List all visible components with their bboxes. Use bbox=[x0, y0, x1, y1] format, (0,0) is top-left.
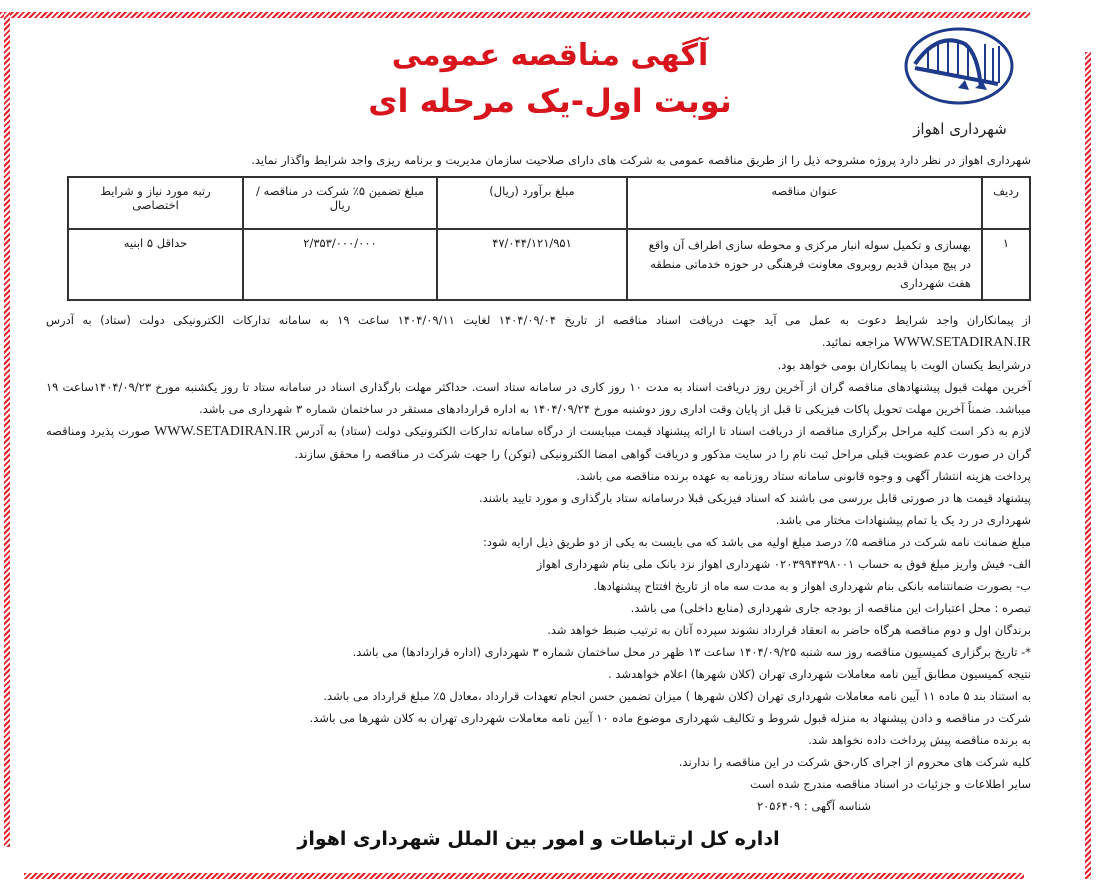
table-row bbox=[68, 229, 1030, 300]
col-guarantee: مبلغ تضمین ۵٪ شرکت در مناقصه /ریال bbox=[243, 177, 437, 229]
col-grade: رتبه مورد نیاز و شرایط اختصاصی bbox=[68, 177, 243, 229]
paragraph-text: از پیمانکاران واجد شرایط دعوت به عمل می آید جهت دریافت اسناد مناقصه از تاریخ ۱۴۰۴/۰۹/۰۴ لغایت ۱۴۰۴/۰۹/۱۱ ساعت ۱۹ به سامانه تدارکات الکترونیکی دولت (ستاد) به آدرس bbox=[46, 313, 1031, 327]
paragraph: نتیجه کمیسیون مطابق آیین نامه معاملات شهرداری تهران (کلان شهرها) اعلام خواهدشد . bbox=[608, 667, 1031, 681]
setad-link[interactable]: WWW.SETADIRAN.IR bbox=[893, 335, 1031, 350]
cell-grade: حداقل ۵ ابنیه bbox=[68, 229, 243, 300]
paragraph: ب- بصورت ضمانتنامه بانکی بنام شهرداری اهواز و به مدت سه ماه از تاریخ افتتاح پیشنهادها. bbox=[593, 579, 1031, 593]
notice-content bbox=[46, 0, 1031, 887]
decorative-border-right bbox=[1085, 52, 1091, 879]
paragraph-text: صورت پذیرد ومناقصه گران در صورت عدم عضویت قبلی مراحل ثبت نام را در سایت مذکور و دریافت گواهی امضا الکترونیکی (توکن) را جهت شرکت در مناقصه را محقق سازند. bbox=[46, 424, 1031, 461]
cell-row-number: ۱ bbox=[982, 229, 1030, 300]
footer-signature: اداره کل ارتباطات و امور بین الملل شهرداری اهواز bbox=[297, 828, 780, 850]
paragraph: درشرایط یکسان الویت با پیمانکاران بومی خواهد بود. bbox=[777, 358, 1031, 372]
paragraph-setad-process bbox=[46, 420, 1031, 465]
cell-guarantee: ۲/۳۵۳/۰۰۰/۰۰۰ bbox=[243, 229, 437, 300]
paragraph-document-receipt bbox=[46, 309, 1031, 354]
paragraph: مبلغ ضمانت نامه شرکت در مناقصه ۵٪ درصد مبلغ اولیه می باشد که می بایست به یکی از دو طریق ذیل ارایه شود: bbox=[483, 535, 1031, 549]
paragraph: برندگان اول و دوم مناقصه هرگاه حاضر به انعقاد قرارداد نشوند سپرده آنان به ترتیب ضبط خواهد شد. bbox=[547, 623, 1031, 637]
col-tender-title: عنوان مناقصه bbox=[627, 177, 982, 229]
paragraph: تبصره : محل اعتبارات این مناقصه از بودجه جاری شهرداری (منابع داخلی) می باشد. bbox=[630, 601, 1031, 615]
intro-text: شهرداری اهواز در نظر دارد پروژه مشروحه ذیل را از طریق مناقصه عمومی به شرکت های دارای صلاحیت سازمان مدیریت و برنامه ریزی واجد شرایط واگذار نماید. bbox=[251, 153, 1031, 167]
paragraph: آخرین مهلت قبول پیشنهادهای مناقصه گران از آخرین روز دریافت اسناد به مدت ۱۰ روز کاری در سامانه ستاد است. حداکثر مهلت بارگذاری اسناد در سامانه ستاد تا روز یکشنبه مورخ ۱۴۰۴/۰۹/۲۳ساعت ۱۹ میباشد. ضمناً آخرین مهلت تحویل پاکات فیزیکی تا قبل از پایان وقت اداری روز دوشنبه مورخ ۱۴۰۴/۰۹/۲۴ به اداره قراردادهای مستقر در ساختمان شماره ۳ شهرداری می باشد. bbox=[46, 380, 1032, 416]
paragraph: به برنده مناقصه پیش پرداخت داده نخواهد شد. bbox=[808, 733, 1031, 747]
paragraph: پرداخت هزینه انتشار آگهی و وجوه قانونی سامانه ستاد روزنامه به عهده برنده مناقصه می باشد. bbox=[576, 469, 1031, 483]
col-row-number: ردیف bbox=[982, 177, 1030, 229]
paragraph: به استناد بند ۵ ماده ۱۱ آیین نامه معاملات شهرداری تهران (کلان شهرها ) میزان تضمین حسن انجام تعهدات قرارداد ،معادل ۵٪ مبلغ قرارداد می باشد. bbox=[323, 689, 1031, 703]
cell-tender-title: بهسازی و تکمیل سوله انبار مرکزی و محوطه سازی اطراف آن واقع در پیچ میدان قدیم روبروی معاونت فرهنگی در حوزه خدماتی منطقه هفت شهرداری bbox=[627, 229, 982, 300]
table-header-row bbox=[68, 177, 1030, 229]
notice-subtitle: نوبت اول-یک مرحله ای bbox=[368, 82, 732, 120]
col-estimate: مبلغ برآورد (ریال) bbox=[437, 177, 627, 229]
paragraph: پیشنهاد قیمت ها در صورتی قابل بررسی می باشند که اسناد فیزیکی قبلا درسامانه ستاد بارگذاری و مورد تایید باشند. bbox=[479, 491, 1031, 505]
paragraph: سایر اطلاعات و جزئیات در اسناد مناقصه مندرج شده است bbox=[750, 777, 1031, 791]
decorative-border-left bbox=[4, 12, 10, 847]
logo-label: شهرداری اهواز bbox=[913, 120, 1007, 138]
notice-title: آگهی مناقصه عمومی bbox=[391, 38, 709, 73]
paragraph: کلیه شرکت های محروم از اجرای کار،حق شرکت در این مناقصه را ندارند. bbox=[678, 755, 1031, 769]
tender-table bbox=[67, 176, 1031, 301]
cell-estimate: ۴۷/۰۴۴/۱۲۱/۹۵۱ bbox=[437, 229, 627, 300]
paragraph: شرکت در مناقصه و دادن پیشنهاد به منزله قبول شروط و تکالیف شهرداری موضوع ماده ۱۰ آیین نامه معاملات شهرداری تهران به کلان شهرها می باشد. bbox=[309, 711, 1031, 725]
setad-link[interactable]: WWW.SETADIRAN.IR bbox=[154, 424, 292, 439]
ad-id: شناسه آگهی : ۲۰۵۶۴۰۹ bbox=[756, 799, 871, 813]
paragraph: الف- فیش واریز مبلغ فوق به حساب ۰۲۰۳۹۹۴۳۹۸۰۰۱ شهرداری اهواز نزد بانک ملی بنام شهرداری اهواز bbox=[536, 557, 1031, 571]
paragraph: شهرداری در رد یک یا تمام پیشنهادات مختار می باشد. bbox=[775, 513, 1031, 527]
notice-body bbox=[46, 309, 1031, 817]
paragraph-text: مراجعه نمائید. bbox=[821, 335, 890, 349]
paragraph: *- تاریخ برگزاری کمیسیون مناقصه روز سه شنبه ۱۴۰۴/۰۹/۲۵ ساعت ۱۳ ظهر در محل ساختمان شماره ۳ شهرداری (اداره قراردادها) می باشد. bbox=[352, 645, 1031, 659]
paragraph-text: لازم به ذکر است کلیه مراحل برگزاری مناقصه از دریافت اسناد تا ارائه پیشنهاد قیمت میبایست از درگاه سامانه تدارکات الکترونیکی دولت (ستاد) به آدرس bbox=[295, 424, 1031, 438]
